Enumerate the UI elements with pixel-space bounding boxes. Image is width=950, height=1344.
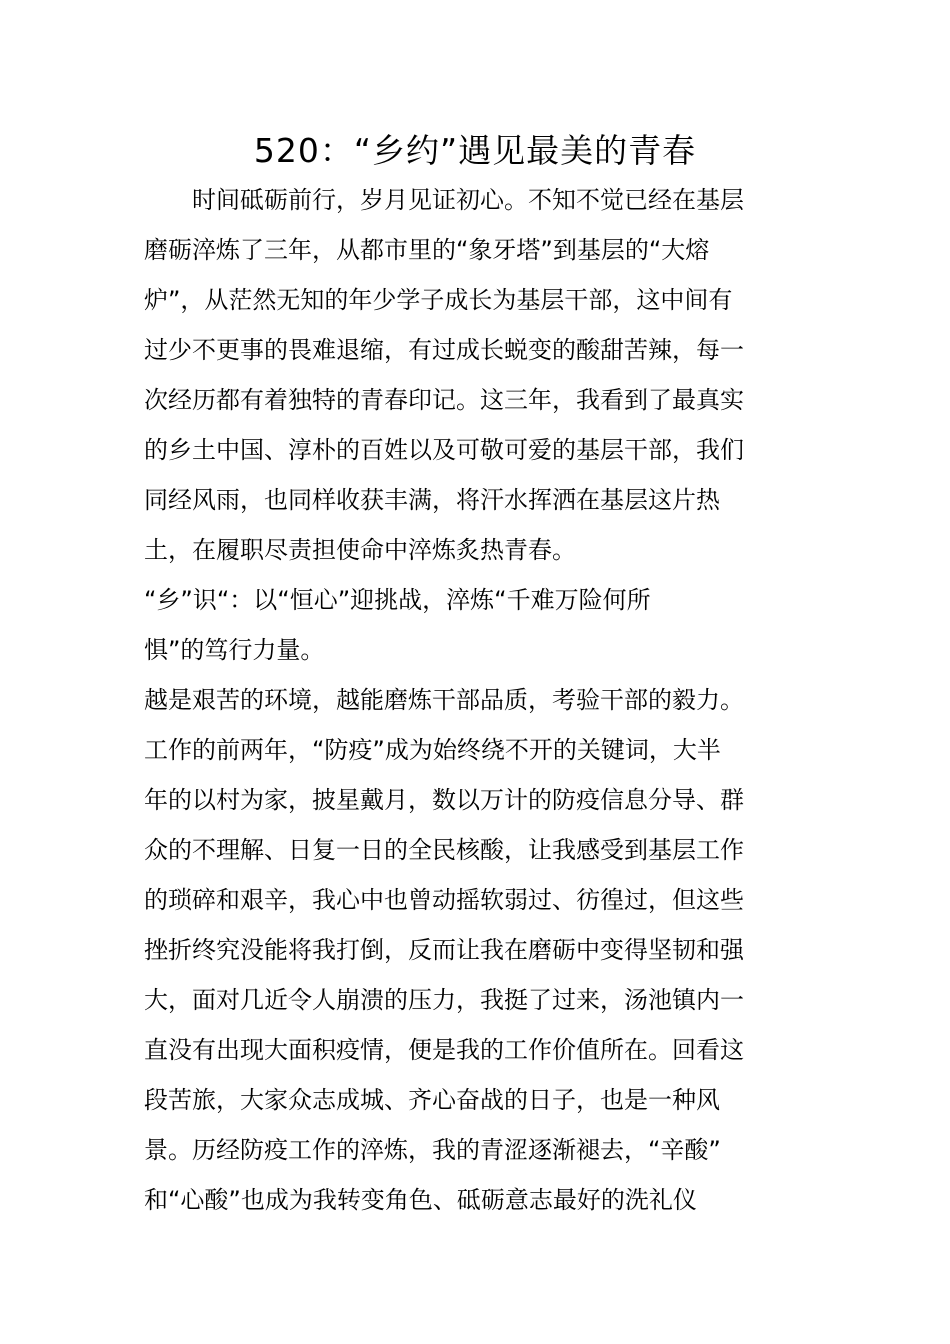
paragraph-line: 磨砺淬炼了三年，从都市里的“象牙塔”到基层的“大熔 xyxy=(144,236,710,264)
paragraph-line: 景。历经防疫工作的淬炼，我的青涩逐渐褪去，“辛酸” xyxy=(144,1136,721,1164)
paragraph-line: 越是艰苦的环境，越能磨炼干部品质，考验干部的毅力。 xyxy=(144,686,744,714)
section-heading-line: “乡”识“：以“恒心”迎挑战，淬炼“千难万险何所 xyxy=(144,586,651,614)
paragraph-line: 次经历都有着独特的青春印记。这三年，我看到了最真实 xyxy=(144,386,744,414)
paragraph-line: 大，面对几近令人崩溃的压力，我挺了过来，汤池镇内一 xyxy=(144,986,744,1014)
paragraph-line: 年的以村为家，披星戴月，数以万计的防疫信息分导、群 xyxy=(144,786,744,814)
paragraph-line: 的琐碎和艰辛，我心中也曾动摇软弱过、彷徨过，但这些 xyxy=(144,886,744,914)
paragraph-line: 土，在履职尽责担使命中淬炼炙热青春。 xyxy=(144,536,576,564)
paragraph-line: 工作的前两年，“防疫”成为始终绕不开的关键词，大半 xyxy=(144,736,721,764)
paragraph-line: 和“心酸”也成为我转变角色、砥砺意志最好的洗礼仪 xyxy=(144,1186,697,1214)
section-heading-line: 惧”的笃行力量。 xyxy=(144,636,325,664)
document-title: 520：“乡约”遇见最美的青春 xyxy=(253,131,697,170)
paragraph-line: 直没有出现大面积疫情，便是我的工作价值所在。回看这 xyxy=(144,1036,744,1064)
paragraph-line: 众的不理解、日复一日的全民核酸，让我感受到基层工作 xyxy=(144,836,744,864)
paragraph-line: 过少不更事的畏难退缩，有过成长蜕变的酸甜苦辣，每一 xyxy=(144,336,744,364)
paragraph-line: 挫折终究没能将我打倒，反而让我在磨砺中变得坚韧和强 xyxy=(144,936,744,964)
paragraph-line: 段苦旅，大家众志成城、齐心奋战的日子，也是一种风 xyxy=(144,1086,720,1114)
paragraph-line: 同经风雨，也同样收获丰满，将汗水挥洒在基层这片热 xyxy=(144,486,720,514)
paragraph-line: 炉”，从茫然无知的年少学子成长为基层干部，这中间有 xyxy=(144,286,733,314)
paragraph-line: 时间砥砺前行，岁月见证初心。不知不觉已经在基层 xyxy=(144,186,744,214)
paragraph-line: 的乡土中国、淳朴的百姓以及可敬可爱的基层干部，我们 xyxy=(144,436,744,464)
